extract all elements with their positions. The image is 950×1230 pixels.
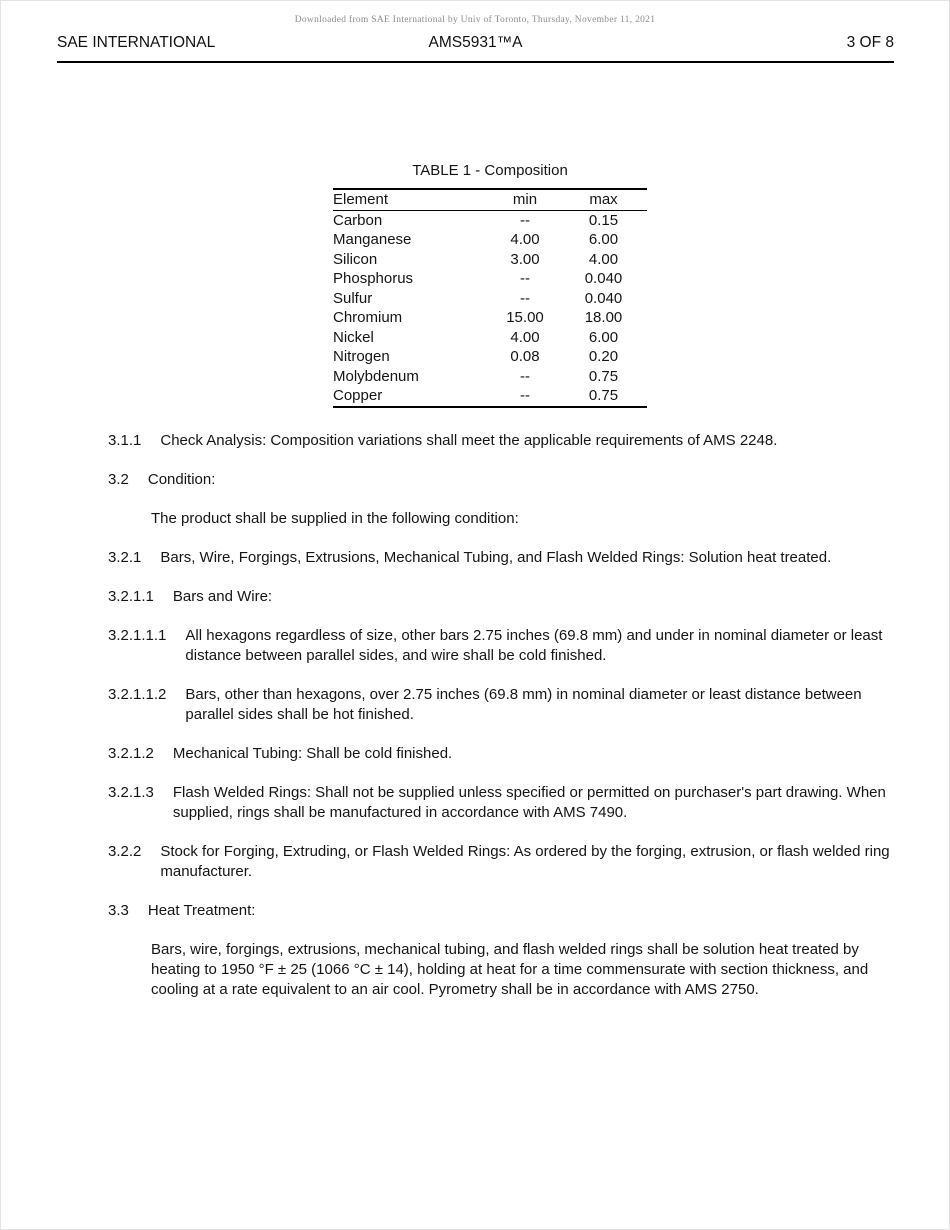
- table-row: [333, 230, 647, 250]
- clause: [108, 509, 894, 529]
- clause-number: 3.2.1.1: [108, 587, 154, 605]
- clause: [108, 626, 894, 666]
- element-cell: Copper: [333, 387, 383, 404]
- clause-number: 3.3: [108, 901, 129, 919]
- clause-number: 3.2.1.3: [108, 783, 154, 801]
- publisher-name: SAE INTERNATIONAL: [57, 34, 216, 51]
- column-header-min: min: [490, 189, 560, 210]
- table-header-row: [333, 189, 647, 210]
- min-cell: 3.00: [510, 250, 540, 268]
- min-cell: --: [520, 387, 530, 404]
- max-cell: 0.75: [588, 367, 619, 385]
- clause: [108, 587, 894, 607]
- element-cell: Nickel: [333, 328, 374, 346]
- composition-table: [333, 188, 647, 408]
- clause-text: All hexagons regardless of size, other bars 2.75 inches (69.8 mm) and under in nominal diameter or least distance between parallel sides, and wire shall be cold finished.: [185, 626, 883, 664]
- element-cell: Nitrogen: [333, 348, 390, 365]
- clause-text: Bars, other than hexagons, over 2.75 inches (69.8 mm) in nominal diameter or least distance between parallel sides shall be hot finished.: [185, 685, 862, 723]
- clause-text: Bars, wire, forgings, extrusions, mechanical tubing, and flash welded rings shall be solution heat treated by heating to 1950 °F ± 25 (1066 °C ± 14), holding at heat for a time commensurate with section thickness, and cooling at a rate equivalent to an air cool. Pyrometry shall be in accordance with AMS 2750.: [151, 940, 869, 998]
- clause-text: Heat Treatment:: [147, 901, 256, 919]
- max-cell: 0.20: [588, 348, 619, 365]
- download-watermark: Downloaded from SAE International by Univ of Toronto, Thursday, November 11, 2021: [294, 15, 656, 25]
- max-cell: 18.00: [584, 309, 623, 326]
- clause-text: Bars and Wire:: [172, 587, 273, 605]
- page-number: 3 OF 8: [846, 34, 894, 51]
- max-cell: 0.15: [588, 211, 619, 229]
- table-title: TABLE 1 - Composition: [412, 162, 568, 179]
- clause: [108, 685, 894, 725]
- table-row: [333, 250, 647, 270]
- max-cell: 6.00: [588, 328, 619, 346]
- column-header-element: Element: [333, 189, 490, 210]
- clause-number: 3.2.1.1.1: [108, 626, 167, 644]
- clause-number: 3.2: [108, 470, 129, 488]
- composition-table-section: [333, 161, 647, 408]
- element-cell: Manganese: [333, 231, 412, 248]
- element-cell: Carbon: [333, 211, 383, 229]
- table-row: [333, 210, 647, 230]
- clause-text: The product shall be supplied in the following condition:: [151, 509, 519, 527]
- min-cell: 4.00: [510, 328, 540, 346]
- clause: [108, 842, 894, 882]
- clause-text: Mechanical Tubing: Shall be cold finished.: [172, 744, 453, 762]
- max-cell: 0.040: [584, 270, 623, 287]
- clause-number: 3.1.1: [108, 431, 142, 449]
- max-cell: 0.040: [584, 289, 623, 307]
- column-header-max: max: [560, 189, 647, 210]
- min-cell: 0.08: [510, 348, 540, 365]
- min-cell: 4.00: [510, 231, 540, 248]
- min-cell: 15.00: [506, 309, 544, 326]
- clause-number: 3.2.1: [108, 548, 142, 566]
- clause: [108, 783, 894, 823]
- element-cell: Molybdenum: [333, 367, 419, 385]
- table-body: [333, 210, 647, 407]
- element-cell: Silicon: [333, 250, 378, 268]
- page-header: [57, 34, 894, 63]
- min-cell: --: [520, 289, 530, 307]
- table-row: [333, 367, 647, 387]
- clause-number: 3.2.2: [108, 842, 142, 860]
- table-row: [333, 289, 647, 309]
- document-body: [0, 61, 950, 1019]
- clause: [108, 901, 894, 921]
- clause-number: 3.2.1.2: [108, 744, 154, 762]
- clause-number: 3.2.1.1.2: [108, 685, 167, 703]
- clause: [108, 470, 894, 490]
- clause-text: Condition:: [147, 470, 216, 488]
- clause: [108, 744, 894, 764]
- min-cell: --: [520, 211, 530, 229]
- clause: [108, 431, 894, 451]
- min-cell: --: [520, 270, 530, 287]
- max-cell: 6.00: [588, 231, 619, 248]
- clause-text: Bars, Wire, Forgings, Extrusions, Mechanical Tubing, and Flash Welded Rings: Solution heat treated.: [160, 548, 832, 566]
- table-row: [333, 386, 647, 407]
- element-cell: Chromium: [333, 309, 403, 326]
- max-cell: 4.00: [588, 250, 619, 268]
- clause: [108, 548, 894, 568]
- max-cell: 0.75: [588, 387, 619, 404]
- element-cell: Phosphorus: [333, 270, 414, 287]
- min-cell: --: [520, 367, 530, 385]
- table-row: [333, 269, 647, 289]
- clause-text: Check Analysis: Composition variations shall meet the applicable requirements of AMS 2248.: [160, 431, 778, 449]
- clause-text: Stock for Forging, Extruding, or Flash Welded Rings: As ordered by the forging, extrusion, or flash welded ring manufacturer.: [160, 842, 890, 880]
- table-row: [333, 308, 647, 328]
- table-row: [333, 328, 647, 348]
- clauses: [108, 431, 894, 1000]
- clause-text: Flash Welded Rings: Shall not be supplied unless specified or permitted on purchaser's part drawing. When supplied, rings shall be manufactured in accordance with AMS 7490.: [172, 783, 886, 821]
- document-number: AMS5931™A: [428, 34, 523, 51]
- clause: [108, 940, 894, 1000]
- table-row: [333, 347, 647, 367]
- element-cell: Sulfur: [333, 289, 373, 307]
